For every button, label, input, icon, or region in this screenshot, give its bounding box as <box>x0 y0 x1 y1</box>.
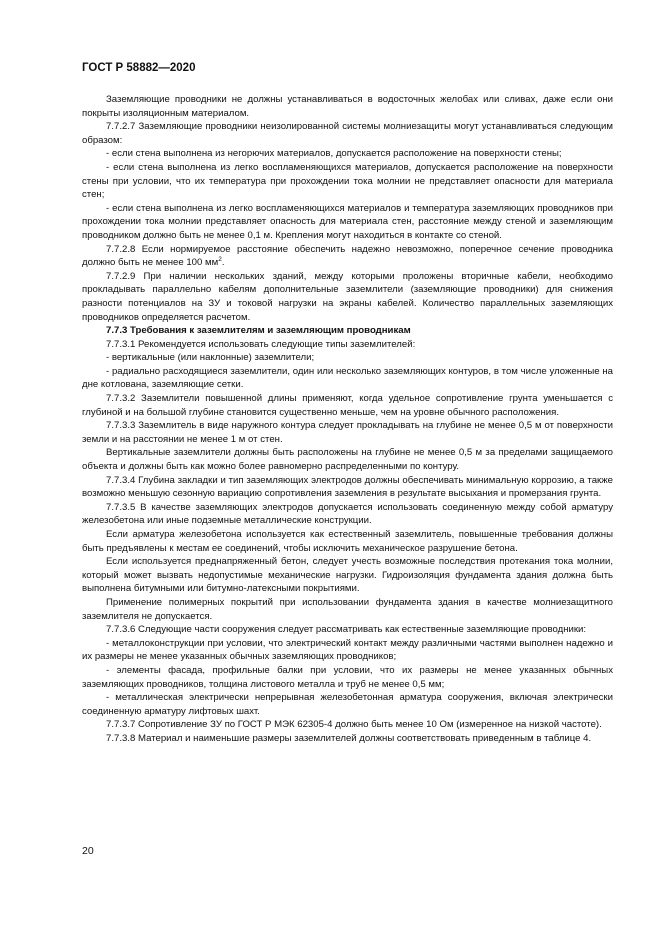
list-item: - радиально расходящиеся заземлители, один или несколько заземляющих контуров, в том числе уложенные на дне котлована, заземляющие сетки. <box>82 365 613 391</box>
paragraph: Применение полимерных покрытий при использовании фундамента здания в качестве молниезащитного заземлителя не допускается. <box>82 596 613 622</box>
paragraph: 7.7.3.7 Сопротивление ЗУ по ГОСТ Р МЭК 62305-4 должно быть менее 10 Ом (измеренное на низкой частоте). <box>106 719 602 731</box>
list-item: - металлическая электрически непрерывная железобетонная арматура сооружения, включая электрически соединенную арматуру лифтовых шахт. <box>82 692 613 717</box>
superscript: 2 <box>218 255 222 263</box>
paragraph: 7.7.3.1 Рекомендуется использовать следующие типы заземлителей: <box>106 338 416 350</box>
paragraph <box>82 243 613 270</box>
paragraph: Вертикальные заземлители должны быть расположены на глубине не менее 0,5 м за пределами защищаемого объекта и должны быть как можно более равномерно распределенными по контуру. <box>82 447 613 473</box>
paragraph: 7.7.3.8 Материал и наименьшие размеры заземлителей должны соответствовать приведенным в таблице 4. <box>106 732 592 744</box>
paragraph: Если арматура железобетона используется как естественный заземлитель, повышенные требования должны быть предъявлены к местам ее соединений, чтобы исключить механическое разрушение бетона. <box>82 529 613 554</box>
paragraph: 7.7.2.7 Заземляющие проводники неизолированной системы молниезащиты могут устанавливаться следующим образом: <box>82 121 613 146</box>
paragraph: 7.7.3.4 Глубина закладки и тип заземляющих электродов должны обеспечивать минимальную коррозию, а также возможно меньшую сезонную вариацию сопротивления заземления в результате высыхания и промерзания грунта. <box>82 474 613 500</box>
paragraph: 7.7.3.2 Заземлители повышенной длины применяют, когда удельное сопротивление грунта уменьшается с глубиной и на большой глубине становится существенно меньше, чем на уровне обычного расположения. <box>82 393 613 418</box>
page-number: 20 <box>82 845 94 857</box>
list-item: - элементы фасада, профильные балки при условии, что их размеры не менее указанных обычных заземляющих проводников, толщина листового металла и труб не менее 0,5 мм; <box>82 664 613 690</box>
list-item: - если стена выполнена из легко воспламеняющихся материалов и температура заземляющих проводников при прохождении тока молнии представляет опасность для материала стен, расстояние между стеной и заземляющим проводником должно быть не менее 0,1 м. Крепления могут находиться в контакте со стеной. <box>82 202 613 241</box>
document-body <box>82 93 613 746</box>
paragraph: 7.7.3.3 Заземлитель в виде наружного контура следует прокладывать на глубине не менее 0,5 м от поверхности земли и на расстоянии не менее 1 м от стен. <box>82 420 613 445</box>
paragraph: 7.7.2.9 При наличии нескольких зданий, между которыми проложены вторичные кабели, необходимо прокладывать параллельно кабелям дополнительные заземлители (заземляющие проводники) для снижения разности потенциалов на ЗУ и токовой нагрузки на экраны кабелей. Количество параллельных заземляющих проводников определяется расчетом. <box>82 270 613 323</box>
paragraph: 7.7.3.6 Следующие части сооружения следует рассматривать как естественные заземляющие проводники: <box>106 624 587 636</box>
paragraph: 7.7.3.5 В качестве заземляющих электродов допускается использовать соединенную между собой арматуру железобетона или иные подземные металлические конструкции. <box>82 501 613 527</box>
paragraph-text: 7.7.2.8 Если нормируемое расстояние обеспечить надежно невозможно, поперечное сечение проводника должно быть не менее 100 мм <box>82 243 613 269</box>
document-header: ГОСТ Р 58882—2020 <box>82 62 196 74</box>
list-item: - металлоконструкции при условии, что электрический контакт между различными частями выполнен надежно и их размеры не менее указанных обычных заземляющих проводников; <box>82 637 613 663</box>
list-item: - вертикальные (или наклонные) заземлители; <box>106 352 315 364</box>
list-item: - если стена выполнена из негорючих материалов, допускается расположение на поверхности стены; <box>106 148 562 160</box>
paragraph: Заземляющие проводники не должны устанавливаться в водосточных желобах или сливах, даже если они покрыты изоляционным материалом. <box>82 94 613 119</box>
list-item: - если стена выполнена из легко воспламеняющихся материалов, допускается расположение на поверхности стены при условии, что их температура при прохождении тока молнии не представляет опасности для материала стен; <box>82 161 613 201</box>
paragraph: Если используется преднапряженный бетон, следует учесть возможные последствия протекания тока молнии, который может вызвать недопустимые механические нагрузки. Гидроизоляция фундамента здания должна быть выполнена битумными или битумно-латексными покрытиями. <box>82 556 613 595</box>
period: . <box>221 257 225 269</box>
section-heading: 7.7.3 Требования к заземлителям и заземляющим проводникам <box>106 325 411 337</box>
